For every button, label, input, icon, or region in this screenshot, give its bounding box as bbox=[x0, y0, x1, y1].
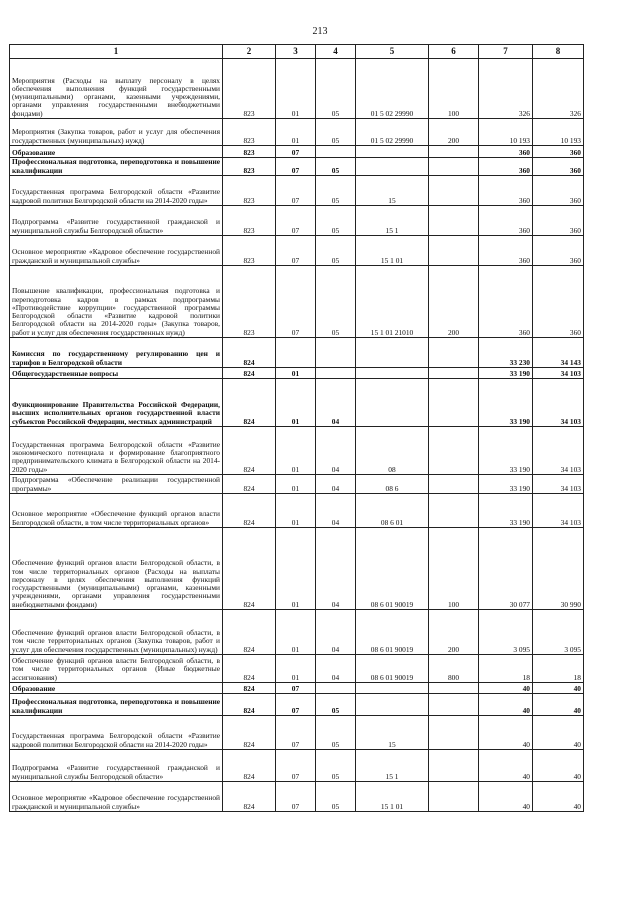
amount-year2-cell: 360 bbox=[533, 146, 584, 158]
expense-type-cell bbox=[429, 782, 479, 812]
code-cell: 824 bbox=[223, 683, 276, 694]
name-cell: Подпрограмма «Обеспечение реализации государственной программы» bbox=[10, 475, 223, 494]
header-row bbox=[10, 45, 584, 59]
code-cell: 824 bbox=[223, 716, 276, 750]
expense-type-cell: 200 bbox=[429, 266, 479, 338]
amount-year1-cell: 360 bbox=[479, 266, 533, 338]
name-cell: Профессиональная подготовка, переподготовка и повышение квалификации bbox=[10, 158, 223, 176]
name-cell: Обеспечение функций органов власти Белгородской области, в том числе территориальных органов (Иные бюджетные ассигнования) bbox=[10, 655, 223, 683]
name-cell: Основное мероприятие «Кадровое обеспечение государственной гражданской и муниципальной службы» bbox=[10, 782, 223, 812]
table-row bbox=[10, 119, 584, 146]
name-cell: Подпрограмма «Развитие государственной гражданской и муниципальной службы Белгородской области» bbox=[10, 750, 223, 782]
amount-year2-cell: 34 103 bbox=[533, 494, 584, 528]
amount-year2-cell: 18 bbox=[533, 655, 584, 683]
name-cell: Общегосударственные вопросы bbox=[10, 368, 223, 379]
expense-type-cell bbox=[429, 368, 479, 379]
expense-type-cell bbox=[429, 236, 479, 266]
amount-year1-cell: 33 190 bbox=[479, 379, 533, 427]
subsection-cell: 05 bbox=[316, 694, 356, 716]
name-cell: Подпрограмма «Развитие государственной гражданской и муниципальной службы Белгородской области» bbox=[10, 206, 223, 236]
name-cell: Профессиональная подготовка, переподготовка и повышение квалификации bbox=[10, 694, 223, 716]
table-row bbox=[10, 266, 584, 338]
target-article-cell bbox=[356, 694, 429, 716]
amount-year1-cell: 360 bbox=[479, 146, 533, 158]
amount-year2-cell: 40 bbox=[533, 716, 584, 750]
code-cell: 824 bbox=[223, 379, 276, 427]
subsection-cell: 04 bbox=[316, 655, 356, 683]
amount-year2-cell: 360 bbox=[533, 206, 584, 236]
amount-year1-cell: 360 bbox=[479, 176, 533, 206]
expense-type-cell bbox=[429, 158, 479, 176]
target-article-cell: 08 6 01 bbox=[356, 494, 429, 528]
code-cell: 824 bbox=[223, 494, 276, 528]
expense-type-cell bbox=[429, 379, 479, 427]
amount-year2-cell: 34 143 bbox=[533, 338, 584, 368]
subsection-cell: 05 bbox=[316, 236, 356, 266]
subsection-cell bbox=[316, 368, 356, 379]
name-cell: Мероприятия (Закупка товаров, работ и услуг для обеспечения государственных (муниципальных) нужд) bbox=[10, 119, 223, 146]
name-cell: Обеспечение функций органов власти Белгородской области, в том числе территориальных органов (Расходы на выплаты персоналу в целях обеспечения выполнения функций государственными (муниципальными) органами, казенными учреждениями, органами управления государственными внебюджетными фондами) bbox=[10, 528, 223, 610]
amount-year1-cell: 10 193 bbox=[479, 119, 533, 146]
expense-type-cell bbox=[429, 694, 479, 716]
expense-type-cell: 800 bbox=[429, 655, 479, 683]
target-article-cell bbox=[356, 379, 429, 427]
name-cell: Образование bbox=[10, 683, 223, 694]
section-cell: 01 bbox=[276, 119, 316, 146]
expense-type-cell: 100 bbox=[429, 528, 479, 610]
code-cell: 824 bbox=[223, 368, 276, 379]
header-col-5: 5 bbox=[356, 45, 429, 59]
code-cell: 823 bbox=[223, 236, 276, 266]
target-article-cell bbox=[356, 158, 429, 176]
amount-year1-cell: 18 bbox=[479, 655, 533, 683]
section-cell: 07 bbox=[276, 206, 316, 236]
subsection-cell: 04 bbox=[316, 379, 356, 427]
target-article-cell: 15 1 bbox=[356, 750, 429, 782]
header-col-3: 3 bbox=[276, 45, 316, 59]
amount-year1-cell: 40 bbox=[479, 750, 533, 782]
target-article-cell: 08 bbox=[356, 427, 429, 475]
name-cell: Государственная программа Белгородской области «Развитие кадровой политики Белгородской области на 2014-2020 годы» bbox=[10, 176, 223, 206]
code-cell: 823 bbox=[223, 176, 276, 206]
amount-year1-cell: 40 bbox=[479, 683, 533, 694]
header-col-4: 4 bbox=[316, 45, 356, 59]
header-col-7: 7 bbox=[479, 45, 533, 59]
amount-year1-cell: 360 bbox=[479, 158, 533, 176]
section-cell: 07 bbox=[276, 146, 316, 158]
expense-type-cell bbox=[429, 146, 479, 158]
expense-type-cell: 100 bbox=[429, 59, 479, 119]
table-row bbox=[10, 379, 584, 427]
amount-year1-cell: 33 190 bbox=[479, 368, 533, 379]
name-cell: Обеспечение функций органов власти Белгородской области, в том числе территориальных органов (Закупка товаров, работ и услуг для обеспечения государственных (муниципальных) нужд) bbox=[10, 610, 223, 655]
amount-year1-cell: 33 230 bbox=[479, 338, 533, 368]
section-cell: 07 bbox=[276, 236, 316, 266]
amount-year2-cell: 360 bbox=[533, 176, 584, 206]
target-article-cell: 15 1 01 bbox=[356, 236, 429, 266]
name-cell: Государственная программа Белгородской области «Развитие экономического потенциала и формирование благоприятного предпринимательского климата в Белгородской области на 2014-2020 годы» bbox=[10, 427, 223, 475]
subsection-cell: 05 bbox=[316, 158, 356, 176]
amount-year2-cell: 40 bbox=[533, 750, 584, 782]
amount-year1-cell: 30 077 bbox=[479, 528, 533, 610]
header-col-2: 2 bbox=[223, 45, 276, 59]
subsection-cell: 04 bbox=[316, 427, 356, 475]
subsection-cell: 05 bbox=[316, 716, 356, 750]
target-article-cell: 08 6 01 90019 bbox=[356, 610, 429, 655]
section-cell: 01 bbox=[276, 368, 316, 379]
table-row bbox=[10, 176, 584, 206]
expense-type-cell bbox=[429, 206, 479, 236]
subsection-cell: 04 bbox=[316, 494, 356, 528]
code-cell: 824 bbox=[223, 610, 276, 655]
name-cell: Образование bbox=[10, 146, 223, 158]
code-cell: 823 bbox=[223, 158, 276, 176]
code-cell: 823 bbox=[223, 146, 276, 158]
subsection-cell: 04 bbox=[316, 610, 356, 655]
expense-type-cell bbox=[429, 475, 479, 494]
amount-year2-cell: 34 103 bbox=[533, 427, 584, 475]
table-row bbox=[10, 146, 584, 158]
name-cell: Повышение квалификации, профессиональная подготовка и переподготовка кадров в рамках подпрограммы «Противодействие коррупции» государственной программы Белгородской области «Развитие кадровой политики Белгородской области на 2014-2020 годы» (Закупка товаров, работ и услуг для обеспечения государственных нужд) bbox=[10, 266, 223, 338]
expense-type-cell bbox=[429, 683, 479, 694]
table-row bbox=[10, 655, 584, 683]
target-article-cell: 01 5 02 29990 bbox=[356, 119, 429, 146]
name-cell: Комиссия по государственному регулированию цен и тарифов в Белгородской области bbox=[10, 338, 223, 368]
name-cell: Государственная программа Белгородской области «Развитие кадровой политики Белгородской области на 2014-2020 годы» bbox=[10, 716, 223, 750]
amount-year1-cell: 360 bbox=[479, 236, 533, 266]
header-col-6: 6 bbox=[429, 45, 479, 59]
table-row bbox=[10, 683, 584, 694]
table-row bbox=[10, 475, 584, 494]
amount-year2-cell: 34 103 bbox=[533, 475, 584, 494]
section-cell bbox=[276, 338, 316, 368]
target-article-cell bbox=[356, 146, 429, 158]
amount-year2-cell: 34 103 bbox=[533, 368, 584, 379]
table-row bbox=[10, 59, 584, 119]
target-article-cell: 15 bbox=[356, 176, 429, 206]
amount-year2-cell: 40 bbox=[533, 683, 584, 694]
amount-year2-cell: 360 bbox=[533, 266, 584, 338]
table-row bbox=[10, 494, 584, 528]
subsection-cell: 05 bbox=[316, 750, 356, 782]
code-cell: 823 bbox=[223, 59, 276, 119]
subsection-cell: 05 bbox=[316, 782, 356, 812]
target-article-cell bbox=[356, 683, 429, 694]
subsection-cell: 05 bbox=[316, 266, 356, 338]
name-cell: Основное мероприятие «Обеспечение функций органов власти Белгородской области, в том числе территориальных органов» bbox=[10, 494, 223, 528]
section-cell: 07 bbox=[276, 266, 316, 338]
code-cell: 824 bbox=[223, 528, 276, 610]
code-cell: 823 bbox=[223, 119, 276, 146]
amount-year1-cell: 33 190 bbox=[479, 475, 533, 494]
section-cell: 07 bbox=[276, 750, 316, 782]
subsection-cell: 05 bbox=[316, 119, 356, 146]
expense-type-cell bbox=[429, 494, 479, 528]
subsection-cell: 05 bbox=[316, 59, 356, 119]
code-cell: 824 bbox=[223, 655, 276, 683]
table-row bbox=[10, 368, 584, 379]
code-cell: 823 bbox=[223, 266, 276, 338]
table-row bbox=[10, 716, 584, 750]
subsection-cell: 05 bbox=[316, 206, 356, 236]
target-article-cell bbox=[356, 368, 429, 379]
subsection-cell bbox=[316, 683, 356, 694]
section-cell: 07 bbox=[276, 176, 316, 206]
subsection-cell: 05 bbox=[316, 176, 356, 206]
section-cell: 01 bbox=[276, 494, 316, 528]
amount-year1-cell: 33 190 bbox=[479, 494, 533, 528]
expense-type-cell bbox=[429, 338, 479, 368]
amount-year1-cell: 40 bbox=[479, 694, 533, 716]
expense-type-cell bbox=[429, 750, 479, 782]
expense-type-cell: 200 bbox=[429, 119, 479, 146]
section-cell: 01 bbox=[276, 475, 316, 494]
amount-year1-cell: 33 190 bbox=[479, 427, 533, 475]
expense-type-cell bbox=[429, 716, 479, 750]
code-cell: 824 bbox=[223, 782, 276, 812]
table-row bbox=[10, 782, 584, 812]
page-number: 213 bbox=[312, 26, 328, 37]
amount-year2-cell: 10 193 bbox=[533, 119, 584, 146]
expense-type-cell: 200 bbox=[429, 610, 479, 655]
table-row bbox=[10, 750, 584, 782]
subsection-cell: 04 bbox=[316, 475, 356, 494]
target-article-cell: 08 6 01 90019 bbox=[356, 655, 429, 683]
expense-type-cell bbox=[429, 176, 479, 206]
section-cell: 07 bbox=[276, 694, 316, 716]
section-cell: 07 bbox=[276, 782, 316, 812]
table-body bbox=[10, 59, 584, 812]
table-row bbox=[10, 236, 584, 266]
section-cell: 01 bbox=[276, 655, 316, 683]
section-cell: 01 bbox=[276, 610, 316, 655]
header-col-8: 8 bbox=[533, 45, 584, 59]
target-article-cell: 01 5 02 29990 bbox=[356, 59, 429, 119]
name-cell: Функционирование Правительства Российской Федерации, высших исполнительных органов государственной власти субъектов Российской Федерации, местных администраций bbox=[10, 379, 223, 427]
target-article-cell: 15 1 01 21010 bbox=[356, 266, 429, 338]
section-cell: 07 bbox=[276, 683, 316, 694]
subsection-cell: 04 bbox=[316, 528, 356, 610]
amount-year1-cell: 40 bbox=[479, 716, 533, 750]
table-row bbox=[10, 528, 584, 610]
target-article-cell bbox=[356, 338, 429, 368]
table-row bbox=[10, 158, 584, 176]
section-cell: 01 bbox=[276, 59, 316, 119]
code-cell: 824 bbox=[223, 338, 276, 368]
target-article-cell: 15 1 bbox=[356, 206, 429, 236]
amount-year2-cell: 34 103 bbox=[533, 379, 584, 427]
section-cell: 01 bbox=[276, 427, 316, 475]
budget-table bbox=[9, 44, 584, 812]
subsection-cell bbox=[316, 146, 356, 158]
code-cell: 824 bbox=[223, 694, 276, 716]
table-row bbox=[10, 610, 584, 655]
code-cell: 823 bbox=[223, 206, 276, 236]
amount-year1-cell: 3 095 bbox=[479, 610, 533, 655]
expense-type-cell bbox=[429, 427, 479, 475]
amount-year2-cell: 40 bbox=[533, 694, 584, 716]
amount-year1-cell: 40 bbox=[479, 782, 533, 812]
section-cell: 01 bbox=[276, 379, 316, 427]
table-header bbox=[10, 45, 584, 59]
section-cell: 01 bbox=[276, 528, 316, 610]
amount-year2-cell: 326 bbox=[533, 59, 584, 119]
amount-year2-cell: 30 990 bbox=[533, 528, 584, 610]
amount-year2-cell: 40 bbox=[533, 782, 584, 812]
section-cell: 07 bbox=[276, 716, 316, 750]
amount-year2-cell: 360 bbox=[533, 236, 584, 266]
target-article-cell: 08 6 01 90019 bbox=[356, 528, 429, 610]
subsection-cell bbox=[316, 338, 356, 368]
name-cell: Основное мероприятие «Кадровое обеспечение государственной гражданской и муниципальной службы» bbox=[10, 236, 223, 266]
section-cell: 07 bbox=[276, 158, 316, 176]
code-cell: 824 bbox=[223, 475, 276, 494]
code-cell: 824 bbox=[223, 750, 276, 782]
table-row bbox=[10, 206, 584, 236]
target-article-cell: 08 6 bbox=[356, 475, 429, 494]
code-cell: 824 bbox=[223, 427, 276, 475]
target-article-cell: 15 1 01 bbox=[356, 782, 429, 812]
target-article-cell: 15 bbox=[356, 716, 429, 750]
amount-year2-cell: 3 095 bbox=[533, 610, 584, 655]
table-row bbox=[10, 427, 584, 475]
amount-year1-cell: 360 bbox=[479, 206, 533, 236]
table-row bbox=[10, 338, 584, 368]
header-col-1: 1 bbox=[10, 45, 223, 59]
amount-year2-cell: 360 bbox=[533, 158, 584, 176]
amount-year1-cell: 326 bbox=[479, 59, 533, 119]
name-cell: Мероприятия (Расходы на выплату персоналу в целях обеспечения выполнения функций государственными (муниципальными) органами, казенными учреждениями, органами управления государственными внебюджетными фондами) bbox=[10, 59, 223, 119]
table-row bbox=[10, 694, 584, 716]
